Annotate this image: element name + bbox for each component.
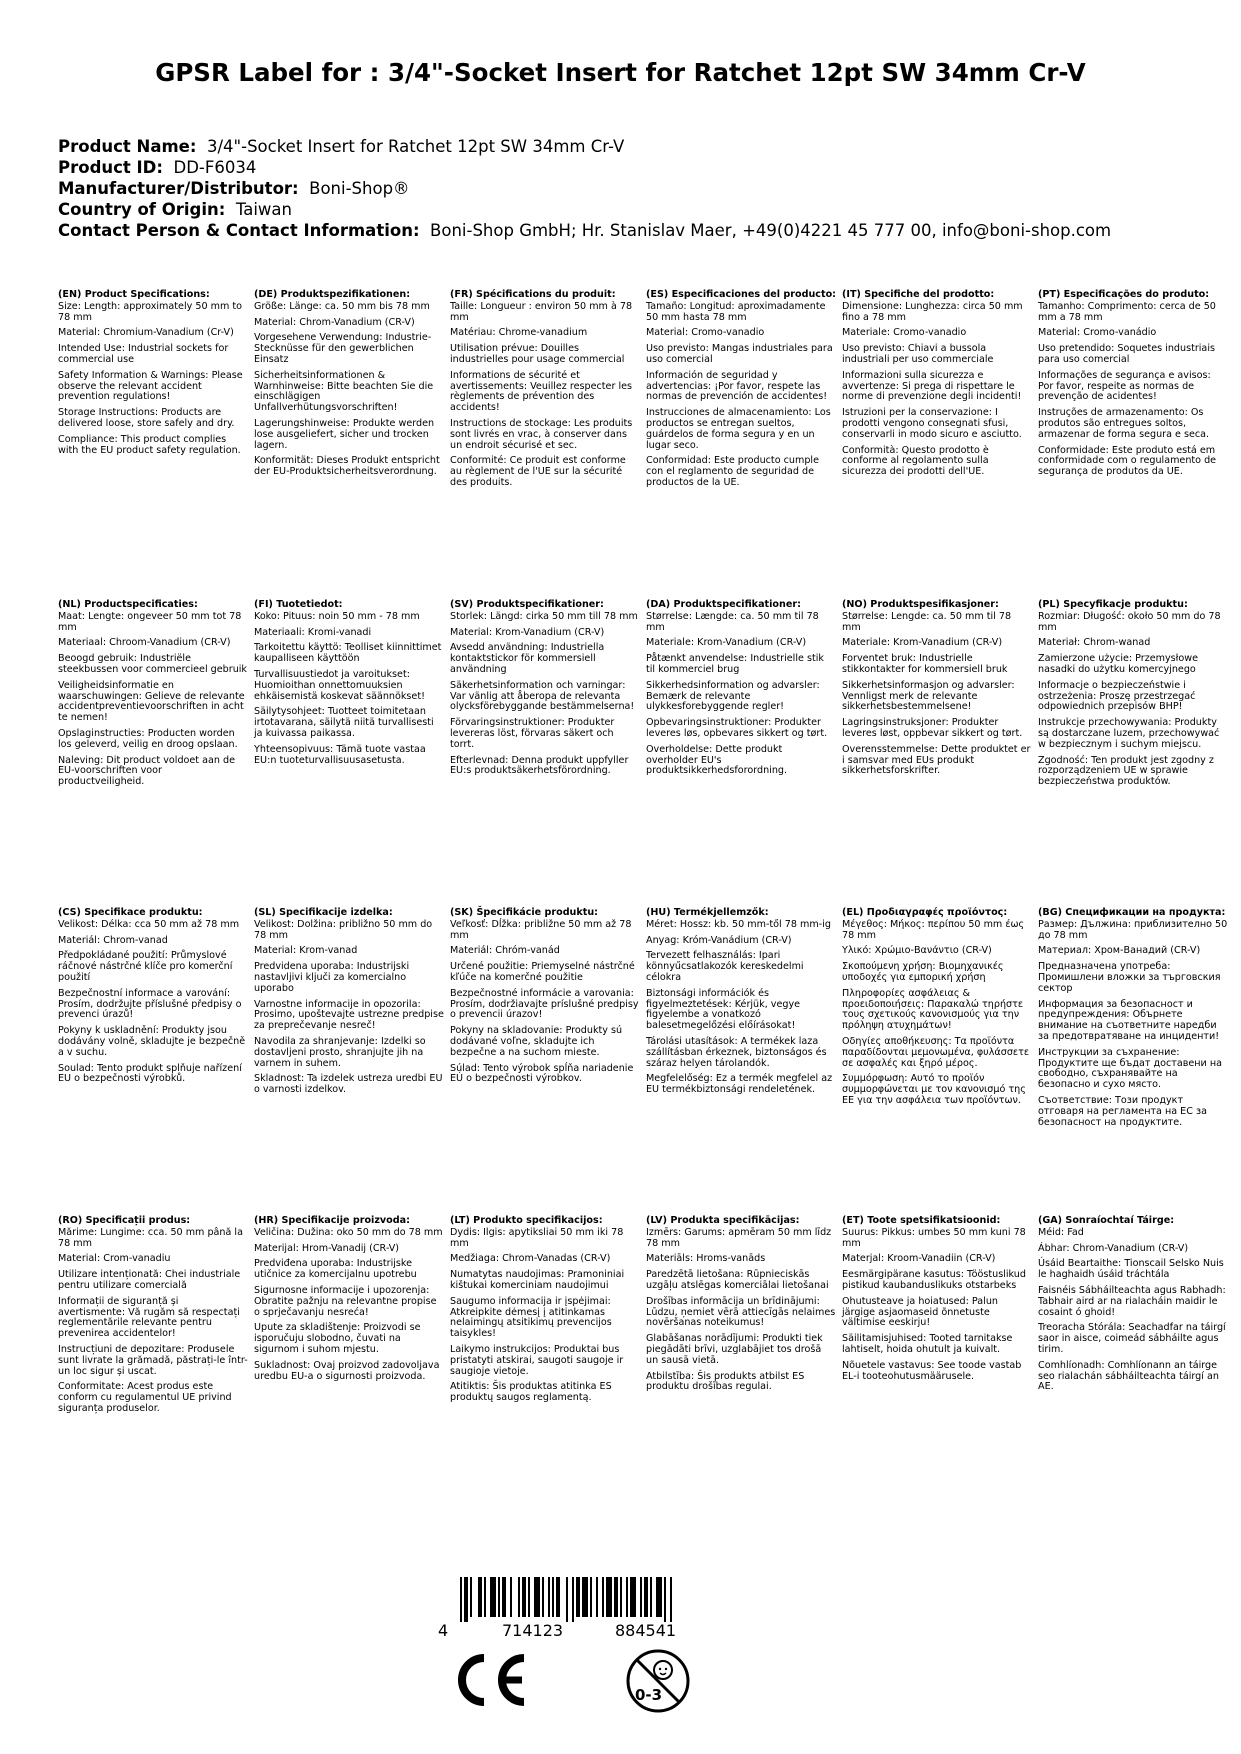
barcode-bar xyxy=(650,1577,652,1617)
spec-block xyxy=(646,290,836,494)
spec-line: Pokyny na skladovanie: Produkty sú dodávané voľne, skladujte ich bezpečne a na suchom mieste. xyxy=(450,1025,623,1058)
info-label: Product Name: xyxy=(58,137,197,156)
info-value: Taiwan xyxy=(235,200,292,219)
spec-line: Velikost: Délka: cca 50 mm až 78 mm xyxy=(58,918,240,930)
spec-block-header: (GA) Sonraíochtaí Táirge: xyxy=(1038,1215,1175,1226)
barcode-bar xyxy=(510,1577,512,1617)
spec-line: Zgodność: Ten produkt jest zgodny z rozporządzeniem UE w sprawie bezpieczeństwa produktów. xyxy=(1038,754,1214,788)
info-value: DD-F6034 xyxy=(173,158,257,177)
spec-line: Beoogd gebruik: Industriële steekbussen voor commercieel gebruik xyxy=(58,653,247,675)
spec-line: Naleving: Dit product voldoet aan de EU-voorschriften voor productveiligheid. xyxy=(58,754,235,788)
spec-line: Úsáid Beartaithe: Tionscail Selsko Nuis le haghaidh úsáid tráchtála xyxy=(1038,1258,1224,1281)
barcode-bar xyxy=(534,1577,540,1617)
spec-line: Určené použitie: Priemyselné nástrčné kľúče na komerčné použitie xyxy=(450,961,635,983)
spec-line: Informazioni sulla sicurezza e avvertenze: Si prega di rispettare le norme di prevenzione degli incidenti! xyxy=(842,369,1022,403)
barcode-bar xyxy=(670,1577,672,1622)
spec-block-header: (FI) Tuotetiedot: xyxy=(254,599,343,610)
spec-line: Sicherheitsinformationen & Warnhinweise: Bitte beachten Sie die einschlägigen Unfallverhütungsvorschriften! xyxy=(254,369,434,414)
spec-block xyxy=(58,290,248,461)
spec-line: Size: Length: approximately 50 mm to 78 mm xyxy=(58,300,242,323)
spec-line: Yhteensopivuus: Tämä tuote vastaa EU:n tuoteturvallisuusasetusta. xyxy=(254,743,426,766)
spec-line: Vorgesehene Verwendung: Industrie-Stecknüsse für den gewerblichen Einsatz xyxy=(254,332,432,365)
spec-block-header: (EL) Προδιαγραφές προϊόντος: xyxy=(842,907,1008,918)
spec-block-header: (NL) Productspecificaties: xyxy=(58,599,198,610)
spec-line: Materiale: Cromo-vanadio xyxy=(842,327,967,339)
spec-line: Conformidade: Este produto está em conformidade com o regulamento de segurança de produtos da UE. xyxy=(1038,444,1217,478)
info-label: Contact Person & Contact Information: xyxy=(58,221,420,240)
spec-line: Säilitamisjuhised: Tooted tarnitakse lahtiselt, hoida ohutult ja kuivalt. xyxy=(842,1333,1013,1355)
spec-line: Anyag: Króm-Vanádium (CR-V) xyxy=(646,934,792,946)
spec-line: Tervezett felhasználás: Ipari könnyűcsatlakozók kereskedelmi célokra xyxy=(646,950,804,983)
spec-line: Υλικό: Χρώμιο-Βανάντιο (CR-V) xyxy=(842,945,992,957)
spec-block-header: (LT) Produkto specifikacijos: xyxy=(450,1215,603,1226)
spec-line: Sukladnost: Ovaj proizvod zadovoljava uredbu EU-a o sigurnosti proizvoda. xyxy=(254,1359,440,1382)
barcode-bar xyxy=(464,1577,468,1622)
spec-block-header: (HU) Termékjellemzők: xyxy=(646,907,769,918)
spec-line: Efterlevnad: Denna produkt uppfyller EU:s produktsäkerhetsförordning. xyxy=(450,754,629,777)
barcode-bar xyxy=(490,1577,496,1617)
spec-line: Instrucciones de almacenamiento: Los productos se entregan sueltos, guárdelos de forma segura y en un lugar seco. xyxy=(646,407,831,451)
spec-line: Overensstemmelse: Dette produktet er i samsvar med EUs produkt sikkerhetsforskrifter. xyxy=(842,743,1031,777)
info-contact xyxy=(58,220,1111,241)
spec-line: Atitiktis: Šis produktas atitinka ES produktų saugos reglamentą. xyxy=(450,1381,612,1404)
barcode-bar xyxy=(460,1577,462,1622)
spec-line: Größe: Länge: ca. 50 mm bis 78 mm xyxy=(254,300,430,312)
barcode-bar xyxy=(556,1577,560,1617)
barcode-bar xyxy=(478,1577,482,1617)
spec-line: Materijal: Hrom-Vanadij (CR-V) xyxy=(254,1242,400,1254)
spec-line: Rozmiar: Długość: około 50 mm do 78 mm xyxy=(1038,610,1221,633)
barcode-group-2: 884541 xyxy=(615,1621,677,1640)
spec-line: Istruzioni per la conservazione: I prodotti vengono consegnati sfusi, conservarli in modo sicuro e asciutto. xyxy=(842,407,1022,440)
barcode-bar xyxy=(596,1577,598,1617)
spec-line: Velikost: Dolžina: približno 50 mm do 78 mm xyxy=(254,918,433,941)
spec-line: Material: Krom-Vanadium (CR-V) xyxy=(450,626,605,638)
spec-block xyxy=(646,600,836,782)
spec-line: Bezpečnostné informácie a varovania: Prosím, dodržiavajte príslušné predpisy o prevencii úrazov! xyxy=(450,987,639,1021)
spec-block-header: (SK) Špecifikácie produktu: xyxy=(450,907,599,918)
spec-line: Materiaali: Kromi-vanadi xyxy=(254,626,372,638)
spec-block-header: (CS) Specifikace produktu: xyxy=(58,907,203,918)
spec-line: Størrelse: Lengde: ca. 50 mm til 78 mm xyxy=(842,610,1012,633)
barcode-bar xyxy=(528,1577,530,1617)
spec-block-header: (PT) Especificações do produto: xyxy=(1038,289,1210,300)
spec-block xyxy=(254,290,444,483)
spec-line: Medžiaga: Chrom-Vanadas (CR-V) xyxy=(450,1253,611,1265)
spec-line: Material: Krom-vanad xyxy=(254,945,358,957)
spec-line: Uso previsto: Mangas industriales para uso comercial xyxy=(646,343,833,365)
barcode-bar xyxy=(644,1577,648,1617)
info-value: Boni-Shop GmbH; Hr. Stanislav Maer, +49(0)4221 45 777 00, info@boni-shop.com xyxy=(430,221,1112,240)
barcode-bar xyxy=(590,1577,592,1617)
spec-line: Paredzētā lietošana: Rūpnieciskās uzgāļu atslēgas komerciālai lietošanai xyxy=(646,1269,829,1291)
spec-line: Предназначена употреба: Промишлени вложки за търговския сектор xyxy=(1038,961,1221,994)
spec-line: Matériau: Chrome-vanadium xyxy=(450,327,588,339)
barcode-bar xyxy=(582,1577,588,1617)
spec-line: Påtænkt anvendelse: Industrielle stik til kommerciel brug xyxy=(646,653,824,675)
spec-line: Sikkerhetsinformasjon og advarsler: Vennligst merk de relevante sikkerhetsbestemmelsene! xyxy=(842,679,1015,713)
barcode-bar xyxy=(640,1577,642,1617)
barcode-bar xyxy=(498,1577,500,1617)
spec-block xyxy=(1038,600,1228,793)
spec-line: Zamierzone użycie: Przemysłowe nasadki do użytku komercyjnego xyxy=(1038,653,1199,675)
barcode-bar xyxy=(552,1577,554,1617)
spec-line: Faisnéis Sábháilteachta agus Rabhadh: Tabhair aird ar na rialacháin maidir le cosaint ó ghoid! xyxy=(1038,1284,1226,1318)
spec-line: Conformità: Questo prodotto è conforme al regolamento sulla sicurezza dei prodotti dell'UE. xyxy=(842,444,989,478)
spec-block-header: (PL) Specyfikacje produktu: xyxy=(1038,599,1188,610)
spec-line: Instructions de stockage: Les produits sont livrés en vrac, à conserver dans un endroit sécurisé et sec. xyxy=(450,417,633,451)
spec-line: Материал: Хром-Ванадий (CR-V) xyxy=(1038,945,1201,957)
spec-block-header: (DE) Produktspezifikationen: xyxy=(254,289,411,300)
spec-line: Sikkerhedsinformation og advarsler: Bemærk de relevante ulykkesforebyggende regler! xyxy=(646,679,820,713)
info-value: Boni-Shop® xyxy=(309,179,410,198)
spec-line: Säkerhetsinformation och varningar: Var vänlig att åberopa de relevanta olycksförebyggande bestämmelserna! xyxy=(450,679,635,713)
page-title: GPSR Label for : 3/4"-Socket Insert for Ratchet 12pt SW 34mm Cr-V xyxy=(155,58,1086,87)
barcode-bars xyxy=(460,1577,750,1622)
spec-line: Sigurnosne informacije i upozorenja: Obratite pažnju na relevantne propise o sprječavanju nesreća! xyxy=(254,1284,437,1318)
spec-line: Uso previsto: Chiavi a bussola industriali per uso commerciale xyxy=(842,343,994,365)
barcode-bar xyxy=(602,1577,604,1617)
spec-line: Informacje o bezpieczeństwie i ostrzeżenia: Proszę przestrzegać odpowiednich przepisów BHP! xyxy=(1038,679,1196,713)
spec-line: Koko: Pituus: noin 50 mm - 78 mm xyxy=(254,610,420,622)
barcode-bar xyxy=(484,1577,486,1617)
spec-line: Materjal: Kroom-Vanadiin (CR-V) xyxy=(842,1253,996,1265)
barcode-bar xyxy=(548,1577,550,1617)
barcode-first-digit: 4 xyxy=(438,1621,449,1640)
spec-line: Skladnost: Ta izdelek ustreza uredbi EU o varnosti izdelkov. xyxy=(254,1073,443,1096)
spec-line: Συμμόρφωση: Αυτό το προϊόν συμμορφώνεται με τον κανονισμό της ΕΕ για την ασφάλεια των προϊόντων. xyxy=(842,1073,1026,1106)
spec-line: Ábhar: Chrom-Vanadium (CR-V) xyxy=(1038,1242,1189,1254)
spec-line: Storlek: Längd: cirka 50 mm till 78 mm xyxy=(450,610,638,622)
barcode-bar xyxy=(576,1577,580,1617)
info-product-name xyxy=(58,136,1111,157)
spec-line: Informations de sécurité et avertissements: Veuillez respecter les règlements de prévention des accidents! xyxy=(450,369,633,414)
spec-line: Varnostne informacije in opozorila: Prosimo, upoštevajte ustrezne predpise za preprečevanje nesreč! xyxy=(254,998,444,1032)
spec-line: Dydis: Ilgis: apytiksliai 50 mm iki 78 mm xyxy=(450,1226,624,1249)
spec-block xyxy=(254,600,444,771)
spec-line: Uso pretendido: Soquetes industriais para uso comercial xyxy=(1038,343,1215,365)
barcode-bar xyxy=(518,1577,520,1617)
spec-line: Material: Chrom-Vanadium (CR-V) xyxy=(254,316,415,328)
spec-line: Forventet bruk: Industrielle stikkontakter for kommersiell bruk xyxy=(842,653,1008,675)
spec-block-header: (BG) Спецификации на продукта: xyxy=(1038,907,1226,918)
spec-line: Οδηγίες αποθήκευσης: Τα προϊόντα παραδίδονται μεμονωμένα, φυλάσσετε σε ασφαλές και ξηρό μέρος. xyxy=(842,1035,1030,1069)
info-label: Country of Origin: xyxy=(58,200,226,219)
barcode-bar xyxy=(630,1577,636,1617)
spec-line: Lagringsinstruksjoner: Produkter leveres løst, oppbevar sikkert og tørt. xyxy=(842,717,1023,739)
barcode-bar xyxy=(542,1577,544,1617)
spec-line: Material: Cromo-vanádio xyxy=(1038,327,1157,339)
spec-line: Tárolási utasítások: A termékek laza szállításban érkeznek, biztonságos és száraz helyen tárolandók. xyxy=(646,1035,827,1069)
spec-line: Ohutusteave ja hoiatused: Palun järgige asjaomaseid õnnetuste vältimise eeskirju! xyxy=(842,1295,998,1329)
spec-block-header: (SV) Produktspecifikationer: xyxy=(450,599,604,610)
spec-block xyxy=(1038,290,1228,483)
spec-line: Laikymo instrukcijos: Produktai bus pristatyti atskirai, saugoti saugoje ir saugioje vietoje. xyxy=(450,1343,624,1377)
spec-line: Informações de segurança e avisos: Por favor, respeite as normas de prevenção de acidentes! xyxy=(1038,369,1211,403)
spec-line: Pokyny k uskladnění: Produkty jsou dodávány volně, skladujte je bezpečně a v suchu. xyxy=(58,1025,246,1058)
spec-line: Materiál: Chróm-vanád xyxy=(450,945,560,957)
not-for-children-0-3-icon xyxy=(625,1648,691,1714)
spec-line: Størrelse: Længde: ca. 50 mm til 78 mm xyxy=(646,610,819,633)
spec-line: Tarkoitettu käyttö: Teolliset kiinnittimet kaupalliseen käyttöön xyxy=(254,642,442,665)
spec-line: Conformidad: Este producto cumple con el reglamento de seguridad de productos de la UE. xyxy=(646,455,819,488)
spec-line: Konformität: Dieses Produkt entspricht der EU-Produktsicherheitsverordnung. xyxy=(254,455,440,478)
info-label: Manufacturer/Distributor: xyxy=(58,179,299,198)
spec-block xyxy=(450,290,640,494)
spec-line: Utilisation prévue: Douilles industrielles pour usage commercial xyxy=(450,343,625,365)
spec-line: Πληροφορίες ασφάλειας & προειδοποιήσεις: Παρακαλώ τηρήστε τους σχετικούς κανονισμούς για την πρόληψη ατυχημάτων! xyxy=(842,987,1024,1032)
spec-line: Opslaginstructies: Producten worden los geleverd, veilig en droog opslaan. xyxy=(58,727,238,750)
spec-line: Maat: Lengte: ongeveer 50 mm tot 78 mm xyxy=(58,610,242,633)
spec-line: Съответствие: Този продукт отговаря на регламента на ЕС за безопасност на продуктите. xyxy=(1038,1094,1207,1128)
spec-block xyxy=(58,600,248,793)
spec-line: Navodila za shranjevanje: Izdelki so dostavljeni prosto, shranjujte jih na varnem in suhem. xyxy=(254,1035,426,1069)
spec-line: Información de seguridad y advertencias: ¡Por favor, respete las normas de prevención de accidentes! xyxy=(646,369,828,403)
spec-block-header: (DA) Produktspecifikationer: xyxy=(646,599,801,610)
barcode-bar xyxy=(502,1577,506,1617)
spec-line: Predviđena uporaba: Industrijske utičnice za komercijalnu upotrebu xyxy=(254,1258,417,1281)
spec-block-header: (EN) Product Specifications: xyxy=(58,289,210,300)
spec-line: Eesmärgipärane kasutus: Tööstuslikud pistikud kaubanduslikuks otstarbeks xyxy=(842,1269,1026,1291)
spec-block xyxy=(842,1216,1032,1387)
spec-line: Material: Chromium-Vanadium (Cr-V) xyxy=(58,327,234,339)
info-product-id xyxy=(58,157,1111,178)
spec-block-header: (RO) Specificații produs: xyxy=(58,1215,191,1226)
spec-line: Glabāšanas norādījumi: Produkti tiek piegādāti brīvi, uzglabājiet tos drošā un sausā vietā. xyxy=(646,1333,823,1366)
spec-line: Veiligheidsinformatie en waarschuwingen: Gelieve de relevante accidentpreventievoorschriften in acht te nemen! xyxy=(58,679,245,724)
spec-line: Materiál: Chrom-vanad xyxy=(58,934,168,946)
spec-line: Numatytas naudojimas: Pramoniniai kištukai komerciniam naudojimui xyxy=(450,1269,625,1291)
spec-line: Информация за безопасност и предупреждения: Обърнете внимание на съответните наредби за предотвратяване на инциденти! xyxy=(1038,998,1220,1042)
spec-line: Tamanho: Comprimento: cerca de 50 mm a 78 mm xyxy=(1038,300,1216,323)
spec-line: Taille: Longueur : environ 50 mm à 78 mm xyxy=(450,300,633,323)
spec-line: Comhlíonadh: Comhlíonann an táirge seo rialachán sábháilteachta táirgí an AE. xyxy=(1038,1359,1219,1393)
age-label: 0-3 xyxy=(635,1686,663,1704)
spec-line: Storage Instructions: Products are delivered loose, store safely and dry. xyxy=(58,407,235,429)
spec-line: Μέγεθος: Μήκος: περίπου 50 mm έως 78 mm xyxy=(842,918,1025,941)
barcode xyxy=(430,1577,750,1642)
spec-block-header: (IT) Specifiche del prodotto: xyxy=(842,289,995,300)
spec-line: Conformitate: Acest produs este conform cu regulamentul UE privind siguranța produselor. xyxy=(58,1381,232,1414)
spec-block-header: (ET) Toote spetsifikatsioonid: xyxy=(842,1215,1001,1226)
spec-block xyxy=(646,1216,836,1398)
spec-block xyxy=(1038,908,1228,1133)
spec-block-header: (HR) Specifikacije proizvoda: xyxy=(254,1215,410,1226)
spec-line: Material: Cromo-vanadio xyxy=(646,327,765,339)
spec-line: Safety Information & Warnings: Please observe the relevant accident prevention regulations! xyxy=(58,369,243,403)
spec-line: Compliance: This product complies with the EU product safety regulation. xyxy=(58,433,241,456)
barcode-group-1: 714123 xyxy=(502,1621,564,1640)
info-manufacturer xyxy=(58,178,1111,199)
spec-block xyxy=(58,1216,248,1420)
spec-line: Treoracha Stórála: Seachadfar na táirgí saor in aisce, coimeád sábháilte agus tirim. xyxy=(1038,1322,1226,1355)
barcode-bar xyxy=(620,1577,622,1617)
spec-line: Veličina: Dužina: oko 50 mm do 78 mm xyxy=(254,1226,443,1238)
spec-block-header: (NO) Produktspesifikasjoner: xyxy=(842,599,999,610)
barcode-bar xyxy=(566,1577,568,1622)
spec-line: Izmērs: Garums: apmēram 50 mm līdz 78 mm xyxy=(646,1226,832,1249)
spec-line: Avsedd användning: Industriella kontaktstickor för kommersiell användning xyxy=(450,642,605,675)
spec-line: Overholdelse: Dette produkt overholder EU's produktsikkerhedsforordning. xyxy=(646,743,788,777)
spec-block-header: (LV) Produkta specifikācijas: xyxy=(646,1215,800,1226)
spec-line: Conformité: Ce produit est conforme au règlement de l'UE sur la sécurité des produits. xyxy=(450,455,626,488)
spec-line: Drošības informācija un brīdinājumi: Lūdzu, ņemiet vērā attiecīgās nelaimes novēršanas noteikumus! xyxy=(646,1295,836,1329)
spec-line: Súlad: Tento výrobok spĺňa nariadenie EÚ o bezpečnosti výrobkov. xyxy=(450,1062,634,1085)
spec-block xyxy=(646,908,836,1101)
spec-line: Atbilstība: Šis produkts atbilst ES produktu drošības regulai. xyxy=(646,1370,805,1393)
spec-line: Materiāls: Hroms-vanāds xyxy=(646,1253,766,1265)
spec-line: Lagerungshinweise: Produkte werden lose ausgeliefert, sicher und trocken lagern. xyxy=(254,417,435,451)
spec-block-header: (FR) Spécifications du produit: xyxy=(450,289,616,300)
spec-block xyxy=(450,908,640,1090)
spec-line: Bezpečnostní informace a varování: Prosím, dodržujte příslušné předpisy o prevenci úrazů! xyxy=(58,987,242,1021)
spec-block-header: (SL) Specifikacije izdelka: xyxy=(254,907,393,918)
spec-line: Méid: Fad xyxy=(1038,1226,1084,1238)
spec-line: Säilytysohjeet: Tuotteet toimitetaan irtotavarana, säilytä niitä turvallisesti ja kuivassa paikassa. xyxy=(254,706,434,739)
spec-block xyxy=(58,908,248,1090)
ce-mark-icon xyxy=(450,1650,530,1710)
spec-line: Materiale: Krom-Vanadium (CR-V) xyxy=(646,637,807,649)
spec-line: Soulad: Tento produkt splňuje nařízení EU o bezpečnosti výrobků. xyxy=(58,1062,242,1085)
spec-line: Veľkosť: Dĺžka: približne 50 mm až 78 mm xyxy=(450,918,632,941)
spec-line: Méret: Hossz: kb. 50 mm-től 78 mm-ig xyxy=(646,918,831,930)
barcode-bar xyxy=(470,1577,472,1617)
spec-block xyxy=(842,908,1032,1112)
spec-line: Informații de siguranță și avertismente: Vă rugăm să respectați reglementările relevante pentru prevenirea accidentelor! xyxy=(58,1295,240,1340)
spec-line: Saugumo informacija ir įspėjimai: Atkreipkite dėmesį į atitinkamas nelaimingų atsitikimų prevencijos taisykles! xyxy=(450,1295,612,1340)
spec-line: Σκοπούμενη χρήση: Βιομηχανικές υποδοχές για εμπορική χρήση xyxy=(842,961,1004,983)
spec-block xyxy=(254,908,444,1101)
barcode-bar xyxy=(572,1577,574,1622)
spec-line: Instrucțiuni de depozitare: Produsele sunt livrate la grămadă, păstrați-le într-un loc sigur și uscat. xyxy=(58,1343,248,1377)
spec-line: Instruções de armazenamento: Os produtos são entregues soltos, armazenar de forma segura e seca. xyxy=(1038,407,1210,440)
spec-line: Předpokládané použití: Průmyslové ráčnové nástrčné klíče pro komerční použití xyxy=(58,950,233,983)
spec-line: Tamaño: Longitud: aproximadamente 50 mm hasta 78 mm xyxy=(646,300,826,323)
spec-line: Opbevaringsinstruktioner: Produkter leveres løs, opbevares sikkert og tørt. xyxy=(646,717,828,739)
spec-block xyxy=(1038,1216,1228,1398)
spec-block-header: (ES) Especificaciones del producto: xyxy=(646,289,837,300)
spec-block xyxy=(254,1216,444,1387)
spec-line: Dimensione: Lunghezza: circa 50 mm fino a 78 mm xyxy=(842,300,1023,323)
spec-line: Instrukcje przechowywania: Produkty są dostarczane luzem, przechowywać w bezpiecznym i suchym miejscu. xyxy=(1038,717,1220,750)
info-country xyxy=(58,199,1111,220)
spec-block xyxy=(842,600,1032,782)
spec-line: Nõuetele vastavus: See toode vastab EL-i tooteohutusmäärusele. xyxy=(842,1359,1022,1382)
spec-line: Megfelelőség: Ez a termék megfelel az EU termékbiztonsági rendeletének. xyxy=(646,1073,833,1096)
info-label: Product ID: xyxy=(58,158,163,177)
spec-line: Materiał: Chrom-wanad xyxy=(1038,637,1151,649)
barcode-bar xyxy=(614,1577,618,1617)
spec-block xyxy=(450,1216,640,1409)
spec-line: Materiaal: Chroom-Vanadium (CR-V) xyxy=(58,637,231,649)
spec-line: Инструкции за съхранение: Продуктите ще бъдат доставени на свободно, съхранявайте на безопасно и сухо място. xyxy=(1038,1046,1222,1091)
spec-block xyxy=(842,290,1032,483)
spec-line: Turvallisuustiedot ja varoitukset: Huomioithan onnettomuuksien ehkäisemistä koskevat säännökset! xyxy=(254,668,425,702)
barcode-bar xyxy=(626,1577,628,1617)
barcode-bar xyxy=(656,1577,662,1617)
product-info xyxy=(58,136,1111,241)
spec-line: Suurus: Pikkus: umbes 50 mm kuni 78 mm xyxy=(842,1226,1026,1249)
spec-line: Förvaringsinstruktioner: Produkter levereras löst, förvaras säkert och torrt. xyxy=(450,717,615,750)
barcode-bar xyxy=(606,1577,612,1617)
barcode-bar xyxy=(664,1577,666,1622)
spec-line: Biztonsági információk és figyelmeztetések: Kérjük, vegye figyelembe a vonatkozó balesetmegelőzési előírásokat! xyxy=(646,987,801,1032)
barcode-bar xyxy=(522,1577,526,1617)
spec-line: Predvidena uporaba: Industrijski nastavljivi ključi za komercialno uporabo xyxy=(254,961,410,994)
spec-line: Materiale: Krom-Vanadium (CR-V) xyxy=(842,637,1003,649)
spec-line: Mărime: Lungime: cca. 50 mm până la 78 mm xyxy=(58,1226,243,1249)
spec-line: Upute za skladištenje: Proizvodi se isporučuju slobodno, čuvati na sigurnom i suhom mjestu. xyxy=(254,1322,421,1355)
spec-line: Размер: Дължина: приблизително 50 до 78 mm xyxy=(1038,918,1228,941)
spec-line: Utilizare intenționată: Chei industriale pentru utilizare comercială xyxy=(58,1269,241,1291)
spec-block xyxy=(450,600,640,782)
info-value: 3/4"-Socket Insert for Ratchet 12pt SW 34mm Cr-V xyxy=(206,137,625,156)
spec-line: Material: Crom-vanadiu xyxy=(58,1253,171,1265)
spec-line: Intended Use: Industrial sockets for commercial use xyxy=(58,343,229,365)
